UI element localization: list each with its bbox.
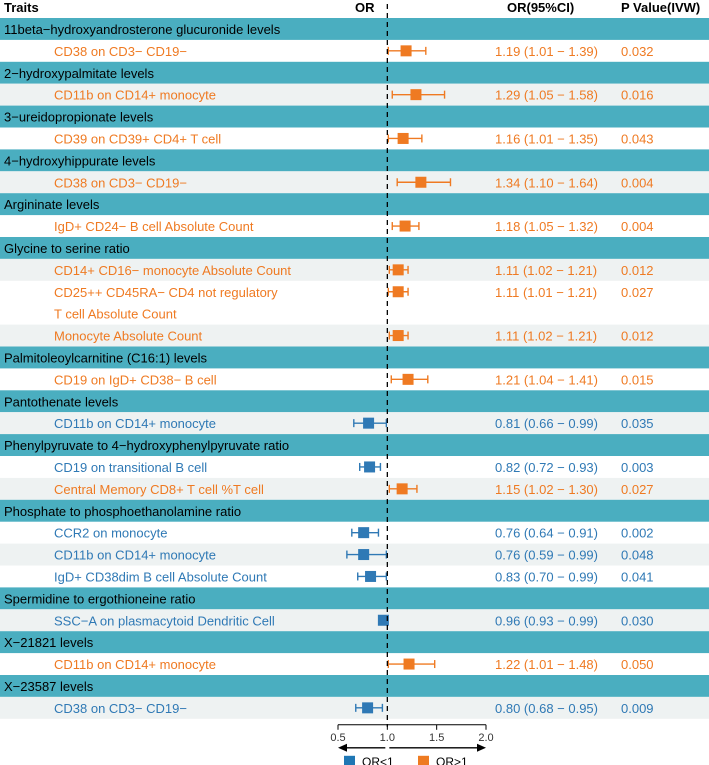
row-p-value: 0.016 [621, 87, 654, 103]
row-label: Monocyte Absolute Count [54, 328, 203, 344]
row-p-value: 0.009 [621, 700, 654, 716]
row-or-ci: 1.11 (1.02 − 1.21) [495, 262, 598, 278]
x-tick-label: 1.0 [379, 731, 395, 744]
row-label: CD19 on IgD+ CD38− B cell [54, 372, 217, 388]
row-or-ci: 0.76 (0.59 − 0.99) [495, 547, 598, 563]
header-or: OR [355, 0, 375, 15]
row-label: CD38 on CD3− CD19− [54, 175, 187, 191]
row-p-value: 0.027 [621, 481, 654, 497]
or-point [403, 374, 414, 385]
or-point [410, 89, 421, 100]
group-label: 11beta−hydroxyandrosterone glucuronide levels [4, 21, 281, 37]
header-row [4, 0, 700, 15]
row-p-value: 0.041 [621, 569, 654, 585]
row-or-ci: 0.82 (0.72 − 0.93) [495, 459, 598, 475]
group-label: Glycine to serine ratio [4, 240, 130, 256]
group-label: Phenylpyruvate to 4−hydroxyphenylpyruvate ratio [4, 438, 290, 454]
or-point [363, 418, 374, 429]
row-p-value: 0.012 [621, 262, 654, 278]
row-or-ci: 0.76 (0.64 − 0.91) [495, 525, 598, 541]
row-p-value: 0.002 [621, 525, 654, 541]
header-traits: Traits [4, 0, 39, 15]
or-point [393, 264, 404, 275]
row-p-value: 0.032 [621, 43, 654, 59]
row-label: IgD+ CD24− B cell Absolute Count [54, 219, 254, 235]
row-or-ci: 0.96 (0.93 − 0.99) [495, 613, 598, 629]
row-or-ci: 0.83 (0.70 − 0.99) [495, 569, 598, 585]
header-p-value: P Value(IVW) [621, 0, 701, 15]
row-label: CD38 on CD3− CD19− [54, 43, 187, 59]
row-p-value: 0.012 [621, 328, 654, 344]
row-p-value: 0.004 [621, 175, 654, 191]
row-or-ci: 1.19 (1.01 − 1.39) [495, 43, 598, 59]
x-tick-label: 1.5 [429, 731, 445, 744]
row-label: CCR2 on monocyte [54, 525, 168, 541]
group-label: X−21821 levels [4, 635, 94, 651]
group-label: Pantothenate levels [4, 394, 119, 410]
x-tick-label: 0.5 [330, 731, 346, 744]
row-label: CD11b on CD14+ monocyte [54, 416, 216, 432]
row-or-ci: 1.22 (1.01 − 1.48) [495, 657, 598, 673]
row-label: SSC−A on plasmacytoid Dendritic Cell [54, 613, 275, 629]
group-label: 2−hydroxypalmitate levels [4, 65, 154, 81]
row-or-ci: 1.15 (1.02 − 1.30) [495, 481, 598, 497]
row-p-value: 0.004 [621, 219, 654, 235]
or-point [362, 702, 373, 713]
row-or-ci: 1.16 (1.01 − 1.35) [495, 131, 598, 147]
or-point [397, 483, 408, 494]
row-label-cont: T cell Absolute Count [54, 306, 177, 322]
row-label: CD38 on CD3− CD19− [54, 700, 187, 716]
group-band [0, 675, 709, 697]
row-or-ci: 0.80 (0.68 − 0.95) [495, 700, 598, 716]
row-p-value: 0.035 [621, 416, 654, 432]
row-p-value: 0.015 [621, 372, 654, 388]
arrow-right-head [477, 744, 486, 752]
group-band [0, 631, 709, 653]
header-or-ci: OR(95%CI) [507, 0, 575, 15]
group-label: 4−hydroxyhippurate levels [4, 153, 156, 169]
row-or-ci: 1.18 (1.05 − 1.32) [495, 219, 598, 235]
row-label: IgD+ CD38dim B cell Absolute Count [54, 569, 267, 585]
row-label: Central Memory CD8+ T cell %T cell [54, 481, 264, 497]
group-label: Palmitoleoylcarnitine (C16:1) levels [4, 350, 208, 366]
row-p-value: 0.050 [621, 657, 654, 673]
row-p-value: 0.048 [621, 547, 654, 563]
or-point [404, 659, 415, 670]
or-point [415, 177, 426, 188]
legend-label: OR>1 [436, 754, 468, 765]
group-label: Argininate levels [4, 197, 100, 213]
x-tick-label: 2.0 [478, 731, 494, 744]
or-point [401, 45, 412, 56]
row-label: CD11b on CD14+ monocyte [54, 657, 216, 673]
or-point [364, 461, 375, 472]
legend-label: OR<1 [362, 754, 394, 765]
or-point [393, 286, 404, 297]
group-label: 3−ureidopropionate levels [4, 109, 154, 125]
row-or-ci: 1.21 (1.04 − 1.41) [495, 372, 598, 388]
row-label: CD14+ CD16− monocyte Absolute Count [54, 262, 292, 278]
row-or-ci: 1.34 (1.10 − 1.64) [495, 175, 598, 191]
or-point [398, 133, 409, 144]
group-label: Phosphate to phosphoethanolamine ratio [4, 503, 242, 519]
row-or-ci: 1.11 (1.01 − 1.21) [495, 284, 598, 300]
or-point [400, 221, 411, 232]
x-axis [330, 725, 493, 752]
group-band [0, 193, 709, 215]
legend-swatch [344, 756, 355, 765]
or-point [393, 330, 404, 341]
row-or-ci: 1.11 (1.02 − 1.21) [495, 328, 598, 344]
row-or-ci: 0.81 (0.66 − 0.99) [495, 416, 598, 432]
or-point [358, 549, 369, 560]
legend [344, 755, 468, 765]
row-p-value: 0.043 [621, 131, 654, 147]
row-p-value: 0.027 [621, 284, 654, 300]
row-p-value: 0.003 [621, 459, 654, 475]
arrow-left-head [338, 744, 347, 752]
group-label: X−23587 levels [4, 678, 94, 694]
row-label: CD25++ CD45RA− CD4 not regulatory [54, 284, 278, 300]
row-label: CD19 on transitional B cell [54, 459, 208, 475]
row-or-ci: 1.29 (1.05 − 1.58) [495, 87, 598, 103]
row-label: CD11b on CD14+ monocyte [54, 87, 216, 103]
or-point [358, 527, 369, 538]
row-label: CD39 on CD39+ CD4+ T cell [54, 131, 222, 147]
legend-swatch [418, 756, 429, 765]
row-p-value: 0.030 [621, 613, 654, 629]
row-label: CD11b on CD14+ monocyte [54, 547, 216, 563]
group-label: Spermidine to ergothioneine ratio [4, 591, 196, 607]
or-point [365, 571, 376, 582]
